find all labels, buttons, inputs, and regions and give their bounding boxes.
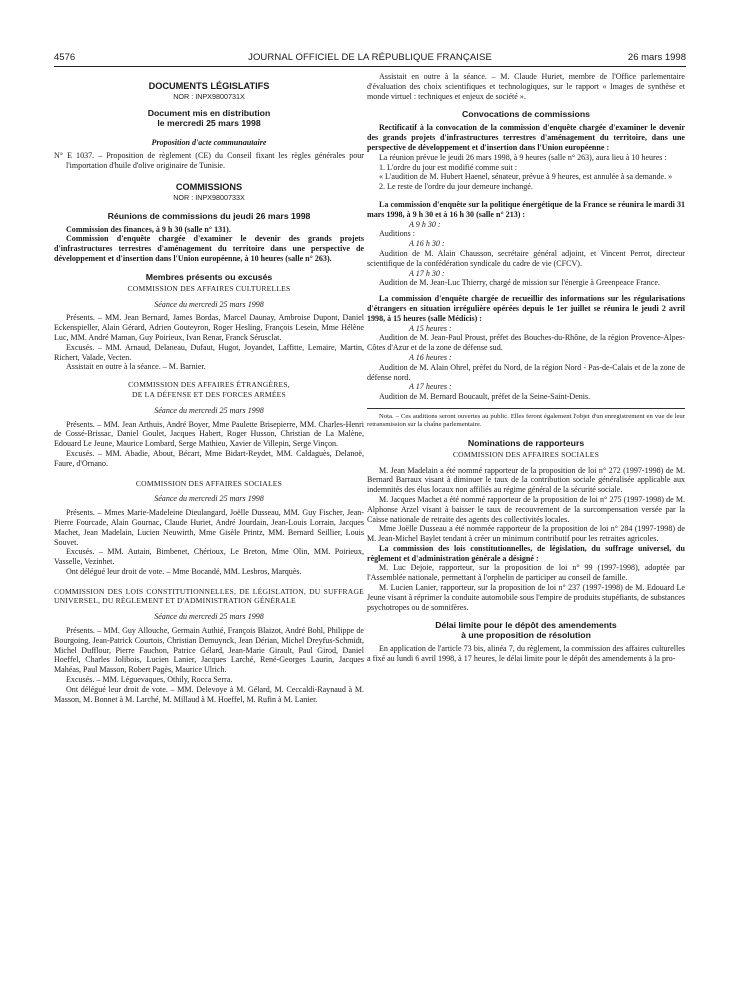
time-1630: A 16 h 30 :	[409, 239, 445, 249]
ordre-1: 1. L'ordre du jour est modifié comme suit :	[379, 162, 517, 172]
time-1730: A 17 h 30 :	[409, 268, 445, 278]
seance-culturelles: Séance du mercredi 25 mars 1998	[154, 299, 264, 309]
seance-sociales: Séance du mercredi 25 mars 1998	[154, 494, 264, 504]
sociales-excuses: Excusés. – MM. Autain, Bimbenet, Chérioux, Le Breton, Mme Olin, MM. Poirieux, Vasselle, Vezinhet.	[54, 547, 364, 567]
right-column	[367, 72, 685, 664]
application-paragraph: En application de l'article 73 bis, alinéa 7, du règlement, la commission des affaires culturelles a fixé au lundi 6 avril 1998, à 17 heures, le délai limite pour le dépôt des amendements à la pro-	[367, 644, 685, 664]
distribution-line-2: le mercredi 25 mars 1998	[157, 117, 261, 128]
time-17: A 17 heures :	[409, 382, 452, 392]
sociales-delegue: Ont délégué leur droit de vote. – Mme Bocandé, MM. Lesbros, Marquès.	[66, 566, 302, 576]
commissions-heading: COMMISSIONS	[175, 181, 243, 192]
nomination-dejoie: M. Luc Dejoie, rapporteur, sur la proposition de loi n° 99 (1997-1998), adoptée par l'Assemblée nationale, permettant à l'orphelin de participer au conseil de famille.	[367, 563, 685, 583]
lois-excuses: Excusés. – MM. Léguevaques, Othily, Rocca Serra.	[66, 675, 233, 685]
commissions-nor: NOR : INPX9800733X	[173, 192, 245, 202]
nomination-lanier: M. Lucien Lanier, rapporteur, sur la proposition de loi n° 237 (1997-1998) de M. Edouard Le Jeune visant à réprimer la conduite automobile sous l'empire de produits stupéfiants, de substances psychotropes ou de somnifères.	[367, 583, 685, 612]
delai-heading-1: Délai limite pour le dépôt des amendements	[435, 620, 617, 631]
seance-lois: Séance du mercredi 25 mars 1998	[154, 612, 264, 622]
e1037-paragraph: N° E 1037. – Proposition de règlement (CE) du Conseil fixant les règles générales pour l'importation d'huile d'olive originaire de Tunisie.	[54, 151, 364, 171]
culturelles-presents: Présents. – MM. Jean Bernard, James Bordas, Marcel Daunay, Ambroise Dupont, Daniel Eckenspieller, Alain Gérard, Adrien Gouteyron, Roger Hesling, François Lesein, Mme Hélène Luc, MM. André Maman, Guy Poirieux, Ivan Renar, Franck Sérusclat.	[54, 313, 364, 342]
nomination-machet: M. Jacques Machet a été nommé rapporteur de la proposition de loi n° 275 (1997-1998) de M. Alphonse Arzel visant à baisser le taux de recouvrement de la surcompensation versée par la Caisse nationale de retraite des agents des collectivités locales.	[367, 494, 685, 524]
time-16: A 16 heures :	[409, 352, 452, 362]
audition-chausson: Audition de M. Alain Chausson, secrétaire général adjoint, et Vincent Perrot, directeur scientifique de la confédération syndicale du cadre de vie (CFCV).	[367, 248, 685, 268]
sociales-presents: Présents. – Mmes Marie-Madeleine Dieulangard, Joëlle Dusseau, MM. Guy Fischer, Jean-Pierre Fourcade, Alain Gournac, Claude Huriet, André Jourdain, Jean-Louis Lorrain, Jacques Machet, Jean Madelain, Lucien Neuwirth, Mme Gisèle Printz, MM. Bernard Seillier, Louis Souvet.	[54, 508, 364, 547]
etrangers-paragraph: La commission d'enquête chargée de recueillir des informations sur les régularisations d'étrangers en situation irrégulière opérées depuis le 1er juillet se réunira le jeudi 2 avril 1998, à 15 heures (salle Médicis) :	[367, 294, 685, 323]
nominations-sociales-name: COMMISSION DES AFFAIRES SOCIALES	[452, 449, 600, 459]
lois-designe: La commission des lois constitutionnelles, de législation, du suffrage universel, du règlement et d'administration générale a désigné :	[367, 543, 685, 563]
nomination-madelain: M. Jean Madelain a été nommé rapporteur de la proposition de loi n° 272 (1997-1998) de M. Bernard Barraux visant à diminuer le taux de la contribution sociale généralisée applicable aux indemnités des élus locaux non affiliés au régime général de la sécurité sociale.	[367, 465, 685, 495]
page-header	[54, 52, 686, 66]
audition-ohrel: Audition de M. Alain Ohrel, préfet du Nord, de la région Nord - Pas-de-Calais et de la zone de défense nord.	[367, 362, 685, 382]
enquete-paragraph: Commission d'enquête chargée d'examiner le devenir des grands projets d'infrastructures terrestres d'aménagement du territoire dans une perspective de développement et d'insertion dans l'Union européenne, à 10 heures (salle n° 263).	[54, 234, 364, 263]
time-15: A 15 heures :	[409, 323, 452, 333]
culturelles-excuses: Excusés. – MM. Arnaud, Delaneau, Dufaut, Hugot, Joyandet, Laffitte, Lemaire, Martin, Richert, Valade, Vecten.	[54, 342, 364, 362]
affaires-culturelles-name: COMMISSION DES AFFAIRES CULTURELLES	[127, 283, 291, 293]
energie-paragraph: La commission d'enquête sur la politique énergétique de la France se réunira le mardi 31 mars 1998, à 9 h 30 et à 16 h 30 (salle n° 213) :	[367, 199, 685, 219]
nota-rule	[367, 408, 685, 409]
culturelles-assistait: Assistait en outre à la séance. – M. Barnier.	[66, 362, 206, 372]
auditions-label: Auditions :	[379, 229, 415, 239]
page-number: 4576	[54, 52, 76, 63]
proposition-heading: Proposition d'acte communautaire	[151, 137, 267, 147]
rectificatif-paragraph: Rectificatif à la convocation de la commission d'enquête chargée d'examiner le devenir des grands projets d'infrastructures terrestres d'aménagement du territoire, dans une perspective de développement et d'insertion dans l'Union européenne :	[367, 123, 685, 152]
lois-delegue: Ont délégué leur droit de vote. – MM. Delevoye à M. Gélard, M. Ceccaldi-Raynaud à M. Masson, M. Bonnet à M. Larché, M. Millaud à M. Hoeffel, M. Rufin à M. Lanier.	[54, 684, 364, 704]
left-column	[54, 72, 364, 704]
header-rule	[54, 66, 686, 67]
lois-name: COMMISSION DES LOIS CONSTITUTIONNELLES, DE LÉGISLATION, DU SUFFRAGE UNIVERSEL, DU RÈGLEMENT ET D'ADMINISTRATION GÉNÉRALE	[54, 586, 364, 606]
nomination-dusseau: Mme Joëlle Dusseau a été nommée rapporteur de la proposition de loi n° 284 (1997-1998) de M. Jean-Michel Baylet tendant à créer un minimum contributif pour les retraites agricoles.	[367, 524, 685, 544]
affaires-sociales-name: COMMISSION DES AFFAIRES SOCIALES	[135, 478, 283, 488]
affaires-etrangeres-name-1: COMMISSION DES AFFAIRES ÉTRANGÈRES,	[128, 380, 290, 390]
time-930: A 9 h 30 :	[409, 219, 441, 229]
finances-paragraph: Commission des finances, à 9 h 30 (salle n° 131).	[66, 224, 231, 234]
nominations-heading: Nominations de rapporteurs	[467, 437, 585, 448]
documents-nor: NOR : INPX9800731X	[173, 91, 245, 101]
audition-proust: Audition de M. Jean-Paul Proust, préfet des Bouches-du-Rhône, de la région Provence-Alpes-Côtes d'Azur et de la zone de défense sud.	[367, 333, 685, 353]
nota-paragraph: Nota. – Ces auditions seront ouvertes au public. Elles feront également l'objet d'un enregistrement en vue de leur retransmission sur la chaîne parlementaire.	[367, 412, 685, 429]
etrangeres-excuses: Excusés. – MM. Abadie, About, Bécart, Mme Bidart-Reydet, MM. Caldaguès, Delanoë, Faure, d'Ornano.	[54, 448, 364, 468]
reunion-prevue: La réunion prévue le jeudi 26 mars 1998, à 9 heures (salle n° 263), aura lieu à 10 heures :	[379, 152, 667, 162]
journal-title: JOURNAL OFFICIEL DE LA RÉPUBLIQUE FRANÇAISE	[248, 52, 492, 63]
ordre-1b: « L'audition de M. Hubert Haenel, sénateur, prévue à 9 heures, est annulée à sa demande. »	[379, 172, 673, 182]
seance-etrangeres: Séance du mercredi 25 mars 1998	[154, 405, 264, 415]
issue-date: 26 mars 1998	[627, 52, 686, 63]
ordre-2: 2. Le reste de l'ordre du jour demeure inchangé.	[379, 182, 533, 192]
delai-heading-2: à une proposition de résolution	[461, 630, 591, 641]
affaires-etrangeres-name-2: DE LA DÉFENSE ET DES FORCES ARMÉES	[132, 389, 286, 399]
distribution-line-1: Document mis en distribution	[147, 107, 271, 118]
membres-heading: Membres présents ou excusés	[145, 271, 273, 282]
audition-boucault: Audition de M. Bernard Boucault, préfet de la Seine-Saint-Denis.	[379, 392, 591, 402]
documents-heading: DOCUMENTS LÉGISLATIFS	[148, 81, 270, 91]
etrangeres-presents: Présents. – MM. Jean Arthuis, André Boyer, Mme Paulette Brisepierre, MM. Charles-Henri de Cossé-Brissac, Daniel Goulet, Jacques Habert, Roger Husson, Christian de La Malène, Edouard Le Jeune, Maurice Lombard, Serge Mathieu, Xavier de Villepin, Serge Vinçon.	[54, 419, 364, 449]
convocations-heading: Convocations de commissions	[462, 109, 590, 120]
assistait-huriet: Assistait en outre à la séance. – M. Claude Huriet, membre de l'Office parlementaire d'évaluation des choix scientifiques et technologiques, sur le rapport « Images de synthèse et monde virtuel : techniques et enjeux de société ».	[367, 72, 685, 101]
lois-presents: Présents. – MM. Guy Allouche, Germain Authié, François Blaizot, André Bohl, Philippe de Bourgoing, Jean-Patrick Courtois, Christian Demuynck, Jean Dérian, Michel Dreyfus-Schmidt, Michel Dufflour, Pierre Fauchon, Patrice Gélard, Jean-Marie Girault, Paul Girod, Daniel Hoeffel, Charles Jolibois, Lucien Lanier, Jacques Larché, René-Georges Laurin, Jacques Mahéas, Paul Masson, Robert Pagès, Maurice Ulrich.	[54, 626, 364, 675]
audition-thierry: Audition de M. Jean-Luc Thierry, chargé de mission sur l'énergie à Greenpeace France.	[379, 278, 660, 288]
reunions-heading: Réunions de commissions du jeudi 26 mars 1998	[107, 210, 311, 221]
